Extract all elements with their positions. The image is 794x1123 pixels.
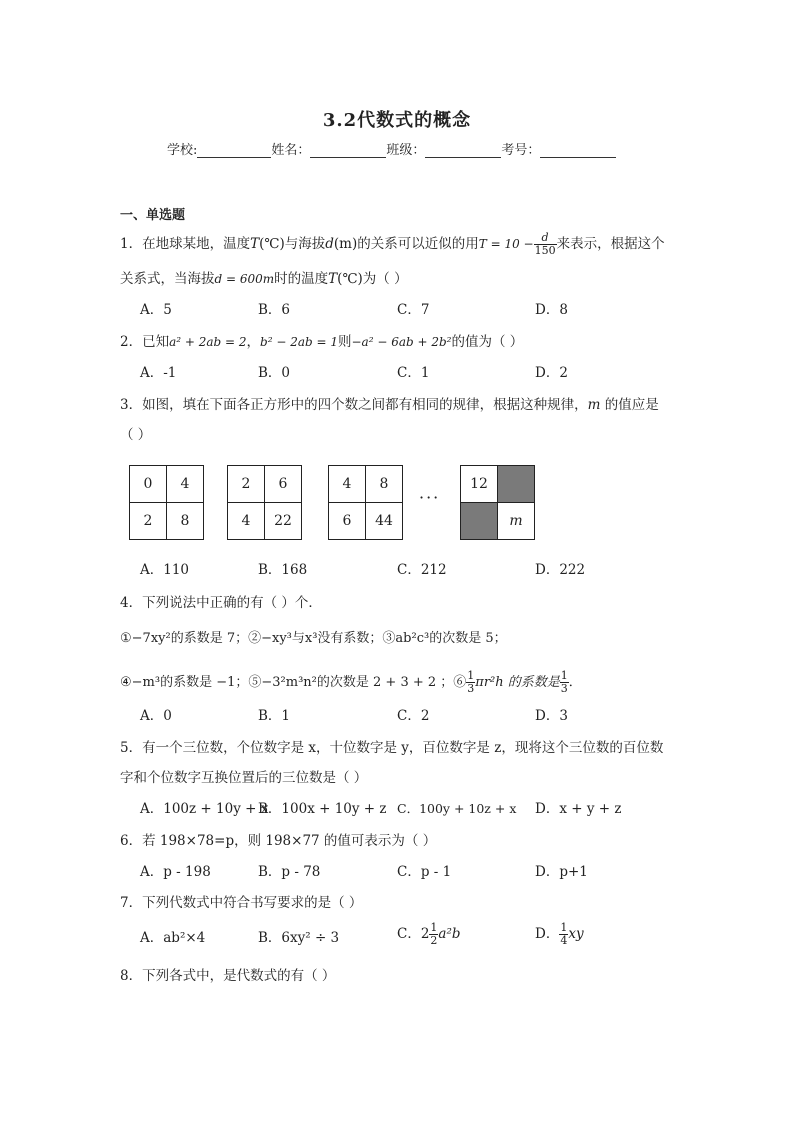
question-4-statements-2 bbox=[120, 670, 582, 695]
q7-d-numerator: 1 bbox=[560, 921, 568, 934]
q4-frac1-numerator: 1 bbox=[467, 669, 475, 682]
q1-text-c: (m)的关系可以近似的用 bbox=[333, 236, 479, 252]
q7-c-whole: C．2 bbox=[397, 926, 430, 942]
question-7-line-1: 7．下列代数式中符合书写要求的是（ ） bbox=[120, 895, 363, 911]
q3-option-a[interactable]: A．110 bbox=[140, 562, 190, 578]
square-1-cell-br: 8 bbox=[167, 503, 204, 540]
question-4-statements-1: ①−7xy²的系数是 7；②−xy³与x³没有系数；③ab²c³的次数是 5； bbox=[120, 631, 507, 646]
q4-s2-text-b: πr²h 的系数是 bbox=[475, 675, 560, 690]
q2-text-d: 的值为（ ） bbox=[451, 334, 524, 350]
square-4-cell-br: m bbox=[498, 503, 535, 540]
q1-line2-T: T bbox=[328, 271, 338, 287]
question-3-line-2: （ ） bbox=[120, 427, 152, 443]
question-5-line-1: 5．有一个三位数，个位数字是 x，十位数字是 y，百位数字是 z，现将这个三位数的百位数 bbox=[120, 740, 664, 756]
school-blank bbox=[197, 143, 271, 158]
q7-option-c[interactable] bbox=[397, 922, 461, 947]
q7-c-term: a²b bbox=[438, 926, 461, 942]
square-1-cell-tr: 4 bbox=[167, 466, 204, 503]
section-heading: 一、单选题 bbox=[120, 208, 186, 223]
q6-option-c[interactable]: C．p - 1 bbox=[397, 864, 452, 880]
square-1 bbox=[129, 465, 204, 540]
q1-line2-formula: d = 600m bbox=[214, 272, 275, 286]
q5-option-c[interactable]: C．100y + 10z + x bbox=[397, 801, 517, 816]
square-2-cell-tl: 2 bbox=[228, 466, 265, 503]
q4-fraction-2 bbox=[560, 670, 569, 695]
name-label: 姓名： bbox=[271, 143, 311, 158]
square-3-cell-tr: 8 bbox=[366, 466, 403, 503]
q1-formula: T = 10 − bbox=[478, 237, 534, 251]
q1-frac-numerator: d bbox=[534, 232, 557, 245]
q2-text-a: 2．已知 bbox=[120, 334, 170, 350]
square-4-cell-bl-shaded bbox=[461, 503, 498, 540]
question-8-line-1: 8．下列各式中，是代数式的有（ ） bbox=[120, 968, 336, 984]
q7-d-prefix: D． bbox=[535, 926, 560, 942]
square-3-cell-tl: 4 bbox=[329, 466, 366, 503]
question-5-line-2: 字和个位数字互换位置后的三位数是（ ） bbox=[120, 770, 368, 786]
q7-option-a[interactable]: A．ab²×4 bbox=[140, 930, 206, 946]
q4-option-d[interactable]: D．3 bbox=[535, 708, 568, 724]
q4-option-a[interactable]: A．0 bbox=[140, 708, 172, 724]
class-label: 班级： bbox=[386, 143, 426, 158]
number-blank bbox=[540, 143, 616, 158]
q7-c-denominator: 2 bbox=[430, 934, 438, 947]
q1-text-a: 1．在地球某地，温度 bbox=[120, 236, 251, 252]
q3-text-a: 3．如图，填在下面各正方形中的四个数之间都有相同的规律，根据这种规律， bbox=[120, 397, 588, 413]
q3-option-b[interactable]: B．168 bbox=[258, 562, 308, 578]
q1-option-c[interactable]: C．7 bbox=[397, 302, 430, 318]
q1-line2-b: 时的温度 bbox=[274, 271, 329, 287]
square-2-cell-tr: 6 bbox=[265, 466, 302, 503]
q4-s2-text-a: ④−m³的系数是 −1；⑤−3²m³n²的次数是 2 + 3 + 2 ；⑥ bbox=[120, 675, 467, 690]
square-2-cell-br: 22 bbox=[265, 503, 302, 540]
q5-option-d[interactable]: D．x + y + z bbox=[535, 801, 622, 817]
q7-option-b[interactable]: B．6xy² ÷ 3 bbox=[258, 930, 340, 946]
square-4 bbox=[460, 465, 535, 540]
q7-d-fraction bbox=[559, 922, 568, 947]
q2-option-b[interactable]: B．0 bbox=[258, 365, 291, 381]
q4-fraction-1 bbox=[466, 670, 475, 695]
q5-option-b[interactable]: B．100x + 10y + z bbox=[258, 801, 387, 817]
q1-option-d[interactable]: D．8 bbox=[535, 302, 568, 318]
question-6-line-1: 6．若 198×78=p，则 198×77 的值可表示为（ ） bbox=[120, 833, 437, 849]
number-label: 考号： bbox=[501, 143, 541, 158]
q3-option-d[interactable]: D．222 bbox=[535, 562, 586, 578]
square-3 bbox=[328, 465, 403, 540]
q2-option-d[interactable]: D．2 bbox=[535, 365, 568, 381]
q1-var-d: d bbox=[325, 236, 334, 252]
q3-option-c[interactable]: C．212 bbox=[397, 562, 447, 578]
q7-d-term: xy bbox=[568, 926, 584, 942]
question-2-line-1 bbox=[120, 333, 523, 351]
q2-formula-3: −a² − 6ab + 2b² bbox=[351, 335, 452, 349]
student-info-row bbox=[167, 139, 616, 158]
q1-text-b: (℃)与海拔 bbox=[259, 236, 326, 252]
square-3-cell-br: 44 bbox=[366, 503, 403, 540]
q7-option-d[interactable] bbox=[535, 922, 584, 947]
q4-frac1-denominator: 3 bbox=[467, 682, 475, 695]
q6-option-b[interactable]: B．p - 78 bbox=[258, 864, 321, 880]
q1-fraction bbox=[534, 232, 557, 257]
question-1-line-1 bbox=[120, 232, 665, 257]
q4-frac2-denominator: 3 bbox=[560, 682, 568, 695]
question-1-line-2 bbox=[120, 270, 408, 288]
q1-option-b[interactable]: B．6 bbox=[258, 302, 291, 318]
q4-option-b[interactable]: B．1 bbox=[258, 708, 291, 724]
name-blank bbox=[310, 143, 386, 158]
q1-text-e: 来表示，根据这个 bbox=[556, 236, 665, 252]
class-blank bbox=[425, 143, 501, 158]
q2-option-a[interactable]: A．-1 bbox=[140, 365, 177, 381]
q1-line2-a: 关系式，当海拔 bbox=[120, 271, 215, 287]
q7-c-numerator: 1 bbox=[430, 921, 438, 934]
square-1-cell-bl: 2 bbox=[130, 503, 167, 540]
q2-text-c: 则 bbox=[338, 334, 352, 350]
q1-var-T: T bbox=[250, 236, 260, 252]
q2-formula-1: a² + 2ab = 2 bbox=[169, 335, 247, 349]
q1-line2-c: (℃)为（ ） bbox=[337, 271, 408, 287]
q6-option-d[interactable]: D．p+1 bbox=[535, 864, 588, 880]
q2-text-b: ， bbox=[246, 334, 261, 350]
question-3-line-1 bbox=[120, 396, 659, 414]
page-title: 3.2代数式的概念 bbox=[322, 110, 472, 131]
square-4-cell-tl: 12 bbox=[461, 466, 498, 503]
q1-frac-denominator: 150 bbox=[534, 244, 556, 257]
question-4-line-1: 4．下列说法中正确的有（ ）个． bbox=[120, 595, 322, 611]
square-4-cell-tr-shaded bbox=[498, 466, 535, 503]
q3-text-b: 的值应是 bbox=[600, 397, 659, 413]
q5-option-a[interactable]: A．100z + 10y + x bbox=[140, 801, 269, 817]
q1-option-a[interactable]: A．5 bbox=[140, 302, 172, 318]
q4-frac2-numerator: 1 bbox=[560, 669, 568, 682]
q4-option-c[interactable]: C．2 bbox=[397, 708, 430, 724]
q2-option-c[interactable]: C．1 bbox=[397, 365, 430, 381]
square-2 bbox=[227, 465, 302, 540]
q6-option-a[interactable]: A．p - 198 bbox=[140, 864, 211, 880]
q2-formula-2: b² − 2ab = 1 bbox=[260, 335, 338, 349]
square-2-cell-bl: 4 bbox=[228, 503, 265, 540]
q7-d-denominator: 4 bbox=[560, 934, 568, 947]
square-3-cell-bl: 6 bbox=[329, 503, 366, 540]
q4-s2-text-c: ． bbox=[568, 675, 582, 690]
square-1-cell-tl: 0 bbox=[130, 466, 167, 503]
ellipsis: ··· bbox=[419, 488, 441, 507]
school-label: 学校: bbox=[167, 143, 198, 158]
q3-var-m: m bbox=[587, 397, 601, 413]
